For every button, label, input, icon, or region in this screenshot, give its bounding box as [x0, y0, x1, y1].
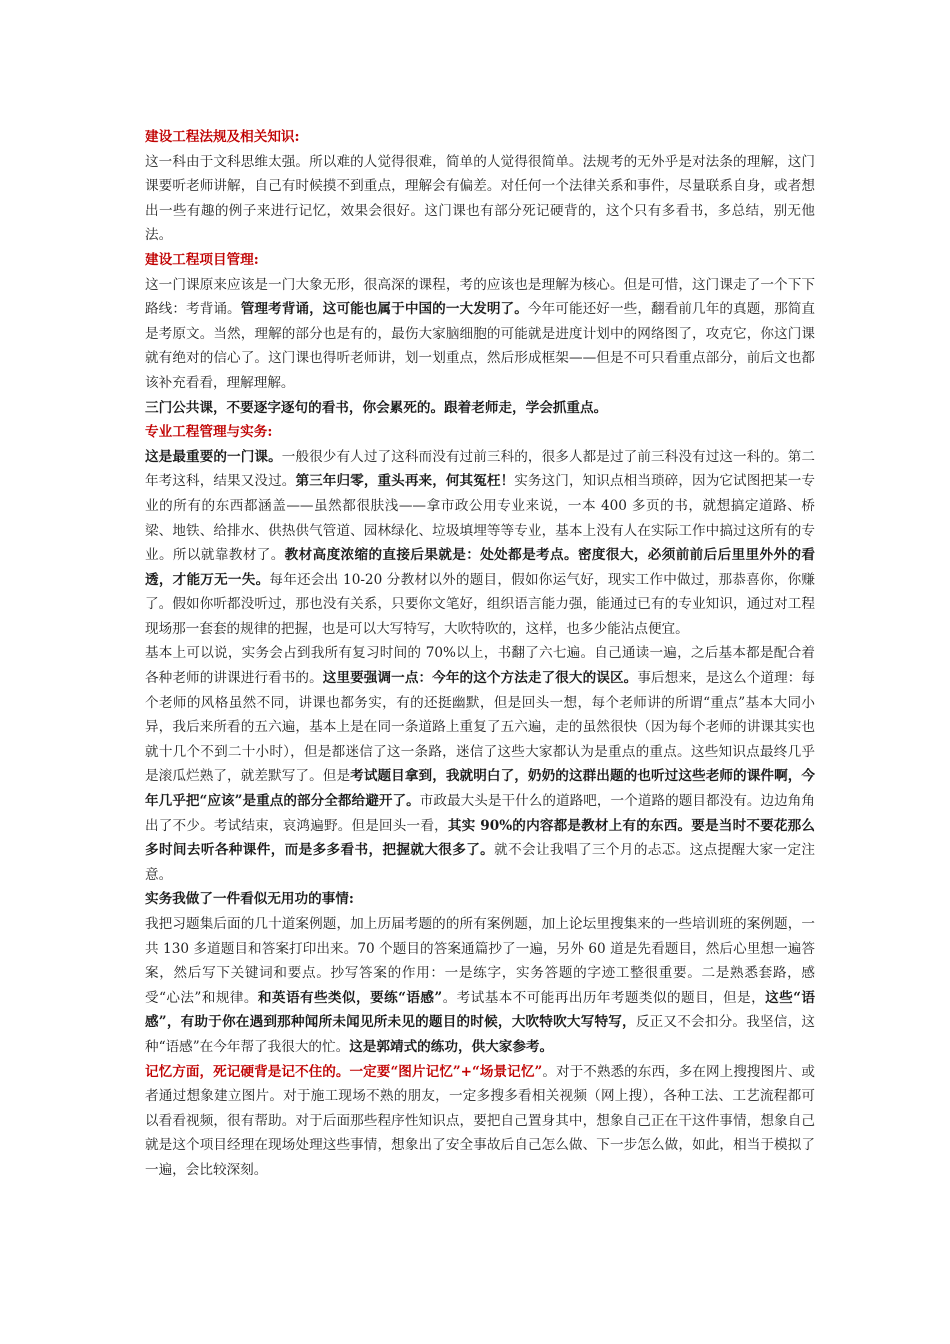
text-run: 这一门课原来应该是一门大象无形，很高深的课程，考的应该也是理解为核心。但是可惜，这门课走了一个下下路线：考背诵。 — [145, 276, 815, 318]
text-run: 就不会让我唱了三个月的忐忑。这点提醒大家一定注意。 — [145, 842, 816, 883]
text-run: 市政最大头是干什么的道路吧，一个道路的题目都没有。边边角角出了不少。考试结束，哀鸿遍野。但是回头一看， — [145, 793, 815, 834]
section-heading-law: 建设工程法规及相关知识: — [145, 129, 300, 145]
text-run: 今年可能还好一些，翻看前几年的真题，那简直是考原文。当然，理解的部分也是有的，最伤大家脑细胞的可能就是进度计划中的网络图了，攻克它，你这门课就有绝对的信心了。这门课也得听老师讲，划一划重点，然后形成框架——但是不可只看重点部分，前后文也都该补充看看，理解理解。 — [145, 301, 816, 391]
bold-run: 这里要强调一点：今年的这个方法走了很大的误区。 — [322, 670, 638, 687]
document-body — [145, 125, 815, 1183]
text-run: 。考试基本不可能再出历年考题类似的题目，但是， — [442, 989, 766, 1006]
text-run: 事后想来，是这么个道理：每个老师的风格虽然不同，讲课也都务实，有的还挺幽默，但是回头一想，每个老师讲的所谓“重点”基本大同小异，我后来所看的五六遍，基本上是在同一条道路上重复了五六遍，走的虽然很快（因为每个老师的讲课其实也就十几个不到二十小时），但是都迷信了这一条路，迷信了这些大家都认为是重点的重点。这些知识点最终几乎是滚瓜烂熟了，就差默写了。但是 — [145, 670, 816, 785]
paragraph-public-courses-tip: 三门公共课，不要逐字逐句的看书，你会累死的。跟着老师走，学会抓重点。 — [145, 399, 608, 416]
text-run: 一般很少有人过了这科而没有过前三科的，很多人都是过了前三科没有过这一科的。第二年考这科，结果又没过。 — [145, 448, 816, 490]
text-run: 实务这门，知识点相当琐碎，因为它试图把某一专业的所有的东西都涵盖——虽然都很肤浅——拿市政公用专业来说，一本 400 多页的书，就想搞定道路、桥梁、地铁、给排水、供热供气管道、园林绿化、垃圾填埋等等专业，基本上没有人在实际工作中搞过这所有的专业。所以就靠教材了。 — [145, 473, 816, 564]
bold-run: 教材高度浓缩的直接后果就是：处处都是考点。密度很大，必须前前后后里里外外的看透，才能万无一失。 — [145, 547, 816, 588]
text-run: 每年还会出 10-20 分教材以外的题目，假如你运气好，现实工作中做过，那恭喜你，你赚了。假如你听都没听过，那也没有关系，只要你文笔好，组织语言能力强，能通过已有的专业知识，通过对工程现场那一套套的规律的把握，也是可以大写特写，大吹特吹的，这样，也多少能沾点便宜。 — [145, 571, 816, 637]
text-run: 反正又不会扣分。我坚信，这种“语感”在今年帮了我很大的忙。 — [145, 1014, 815, 1055]
paragraph-law: 这一科由于文科思维太强。所以难的人觉得很难，简单的人觉得很简单。法规考的无外乎是对法条的理解，这门课要听老师讲解，自己有时候摸不到重点，理解会有偏差。对任何一个法律关系和事件，尽量联系自身，或者想出一些有趣的例子来进行记忆，效果会很好。这门课也有部分死记硬背的，这个只有多看书，多总结，别无他法。 — [145, 153, 815, 244]
paragraph-practice-intro — [145, 445, 815, 642]
paragraph-case-studies — [145, 912, 815, 1060]
bold-run: 这些“语感”，有助于你在遇到那种闻所未闻见所未见的题目的时候，大吹特吹大写特写， — [145, 989, 816, 1031]
text-run: 基本上可以说，实务会占到我所有复习时间的 70%以上，书翻了六七遍。自己通读一遍，之后基本都是配合着各种老师的讲课进行看书的。 — [145, 645, 815, 687]
bold-run: 这是郭靖式的练功，供大家参考。 — [349, 1038, 554, 1055]
bold-run: 第三年归零，重头再来，何其冤枉！ — [295, 473, 515, 490]
section-heading-project-management: 建设工程项目管理: — [145, 251, 259, 268]
bold-run: 这是最重要的一门课。 — [145, 448, 282, 465]
paragraph-project-management — [145, 273, 815, 396]
paragraph-memory — [145, 1060, 815, 1183]
text-run: 我把习题集后面的几十道案例题，加上历届考题的的所有案例题，加上论坛里搜集来的一些培训班的案例题，一共 130 多道题目和答案打印出来。70 个题目的答案通篇抄了一遍，另外 60 道是先看题目，然后心里想一遍答案，然后写下关键词和要点。抄写答案的作用：一是练字，实务答题的字迹工整很重要。二是熟悉套路，感受“心法”和规律。 — [145, 916, 815, 1006]
section-heading-practice: 专业工程管理与实务: — [145, 424, 273, 441]
bold-run: 其实 90%的内容都是教材上有的东西。要是当时不要花那么多时间去听各种课件，而是多多看书，把握就大很多了。 — [145, 817, 815, 859]
bold-run: 考试题目拿到，我就明白了，奶奶的这群出题的也听过这些老师的课件啊，今年几乎把“应该”是重点的部分全都给避开了。 — [145, 768, 816, 810]
paragraph-practice-review-time — [145, 641, 815, 887]
bold-run: 和英语有些类似，要练“语感” — [257, 989, 443, 1006]
bold-run: 管理考背诵，这可能也属于中国的一大发明了。 — [240, 301, 528, 318]
red-bold-run: 记忆方面，死记硬背是记不住的。一定要“图片记忆”+“场景记忆” — [145, 1063, 543, 1080]
text-run: 。对于不熟悉的东西，多在网上搜搜图片、或者通过想象建立图片。对于施工现场不熟的朋友，一定多搜多看相关视频（网上搜），各种工法、工艺流程都可以看看视频，很有帮助。对于后面那些程序性知识点，要把自己置身其中，想象自己正在干这件事情，想象自己就是这个项目经理在现场处理这些事情，想象出了安全事故后自己怎么做、下一步怎么做，如此，相当于模拟了一遍，会比较深刻。 — [145, 1063, 815, 1178]
paragraph-practice-subheading: 实务我做了一件看似无用功的事情: — [145, 891, 354, 908]
